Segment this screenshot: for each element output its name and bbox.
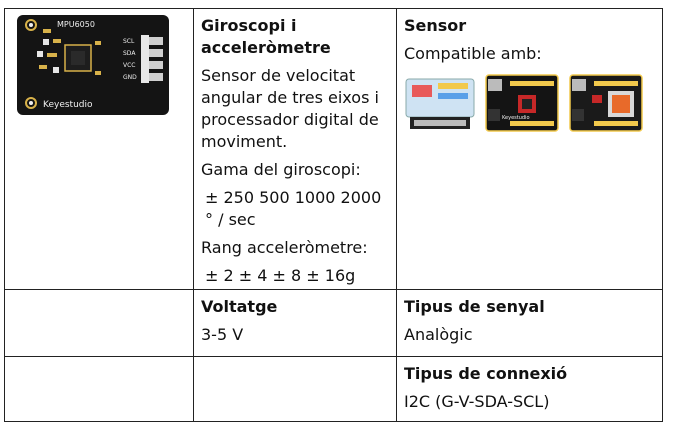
sensor-cell <box>397 9 663 290</box>
accel-range-label: Rang acceleròmetre: <box>201 238 368 257</box>
microbit-expansion-board-image <box>404 73 476 133</box>
voltage-value: 3-5 V <box>201 325 244 344</box>
empty-cell-1 <box>5 290 194 357</box>
gyro-range-label: Gama del giroscopi: <box>201 160 361 179</box>
connection-heading: Tipus de connexió <box>404 364 568 383</box>
gyro-heading: Giroscopi i acceleròmetre <box>201 16 331 57</box>
connection-cell <box>397 357 663 422</box>
connection-value: I2C (G-V-SDA-SCL) <box>404 392 550 411</box>
gyro-accel-cell <box>194 9 397 290</box>
keyestudio-esp32-board-image <box>568 73 644 133</box>
signal-cell <box>397 290 663 357</box>
pin-label-gnd: GND <box>123 74 137 81</box>
accel-range-value: ± 2 ± 4 ± 8 ± 16g <box>205 266 356 285</box>
gyro-description: Sensor de velocitat angular de tres eixos i processador digital de moviment. <box>201 66 379 151</box>
keyestudio-uno-board-image <box>484 73 560 133</box>
voltage-cell <box>194 290 397 357</box>
module-brand: Keyestudio <box>43 100 93 110</box>
mpu6050-module-image <box>17 15 169 115</box>
empty-cell-2 <box>5 357 194 422</box>
signal-heading: Tipus de senyal <box>404 297 545 316</box>
pin-label-vcc: VCC <box>123 62 136 69</box>
module-image-cell <box>5 9 194 290</box>
signal-value: Analògic <box>404 325 473 344</box>
gyro-range-value: ± 250 500 1000 2000 ° / sec <box>205 188 382 229</box>
empty-cell-3 <box>194 357 397 422</box>
compatible-label: Compatible amb: <box>404 44 542 63</box>
pin-label-scl: SCL <box>123 38 135 45</box>
pin-label-sda: SDA <box>123 50 136 57</box>
board-brand-label: Keyestudio <box>502 115 530 121</box>
module-title: MPU6050 <box>57 20 95 29</box>
spec-table <box>4 8 663 422</box>
sensor-heading: Sensor <box>404 16 467 35</box>
voltage-heading: Voltatge <box>201 297 278 316</box>
